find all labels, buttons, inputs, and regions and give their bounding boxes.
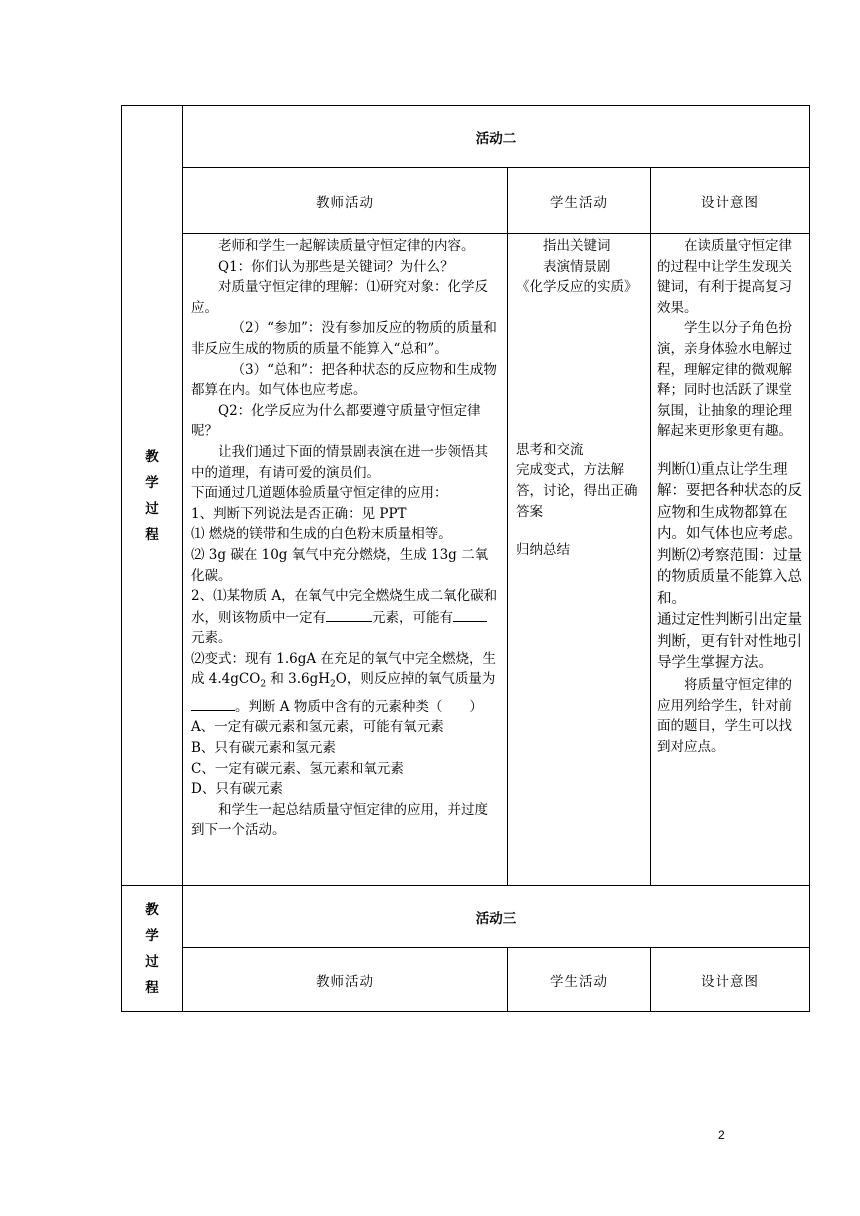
activity3-col-intent: 设计意图 xyxy=(651,948,810,1012)
option-c: C、一定有碳元素、氢元素和氧元素 xyxy=(191,760,404,777)
activity3-col-student: 学生活动 xyxy=(508,948,651,1012)
section-label-teaching-process: 教 学 过 程 xyxy=(122,106,183,886)
answer-blank xyxy=(191,696,235,711)
answer-blank xyxy=(326,607,372,622)
option-d: D、只有碳元素 xyxy=(191,781,283,798)
activity2-title: 活动二 xyxy=(183,106,810,168)
activity3-title: 活动三 xyxy=(183,886,810,948)
answer-blank xyxy=(453,607,487,622)
activity2-student-content: 指出关键词 表演情景剧 《化学反应的实质》 思考和交流 完成变式，方法解答，讨论，得出正确答案 归纳总结 xyxy=(508,234,651,886)
lesson-plan-table xyxy=(121,105,810,1012)
section-label-teaching-process-2: 教 学 过 程 xyxy=(122,886,183,1012)
activity2-col-teacher: 教师活动 xyxy=(183,168,508,234)
option-b: B、只有碳元素和氢元素 xyxy=(191,739,336,756)
option-a: A、一定有碳元素和氢元素，可能有氧元素 xyxy=(191,719,444,736)
activity2-teacher-content: 老师和学生一起解读质量守恒定律的内容。 Q1：你们认为那些是关键词？为什么？ 对质量守恒定律的理解：⑴研究对象：化学反应。 （2）“参加”：没有参加反应的物质的质量和非反应生成的物质的质量不能算入“总和”。 （3）“总和”：把各种状态的反应物和生成物都算在内。如气体也应考虑。 Q2：化学反应为什么都要遵守质量守恒定律呢？ 让我们通过下面的情景剧表演在进一步领悟其中的道理，有请可爱的演员们。 下面通过几道题体验质量守恒定律的应用： 1、判断下列说法是否正确：见 PPT ⑴ 燃烧的镁带和生成的白色粉末质量相等。 ⑵ 3g 碳在 10g 氧气中充分燃烧，生成 13g 二氧化碳。 2、⑴某物质 A，在氧气中完全燃烧生成二氧化碳和水，则该物质中一定有 元素，可能有元素。 ⑵变式：现有 1.6gA 在充足的氧气中完全燃烧，生成 4.4gCO$_2$ 和 $3.6gH_2O$，则反应掉的氧气质量为。判断 A 物质中含有的元素种类（ ） A、一定有碳元素和氢元素，可能有氧元素 B、只有碳元素和氢元素 C、一定有碳元素、氢元素和氧元素 D、只有碳元素 和学生一起总结质量守恒定律的应用，并过度到下一个活动。 xyxy=(183,234,508,886)
activity2-col-intent: 设计意图 xyxy=(651,168,810,234)
activity3-col-teacher: 教师活动 xyxy=(183,948,508,1012)
page-number: 2 xyxy=(718,1128,725,1142)
activity2-intent-content: 在读质量守恒定律的过程中让学生发现关键词，有利于提高复习效果。 学生以分子角色扮演，亲身体验水电解过程，理解定律的微观解释；同时也活跃了课堂氛围，让抽象的理论理解起来更形象更有趣。 判断⑴重点让学生理解：要把各种状态的反应物和生成物都算在内。如气体也应考虑。 判断⑵考察范围：过量的物质质量不能算入总和。 通过定性判断引出定量判断，更有针对性地引导学生掌握方法。 将质量守恒定律的应用列给学生，针对前面的题目，学生可以找到对应点。 xyxy=(651,234,810,886)
activity2-col-student: 学生活动 xyxy=(508,168,651,234)
